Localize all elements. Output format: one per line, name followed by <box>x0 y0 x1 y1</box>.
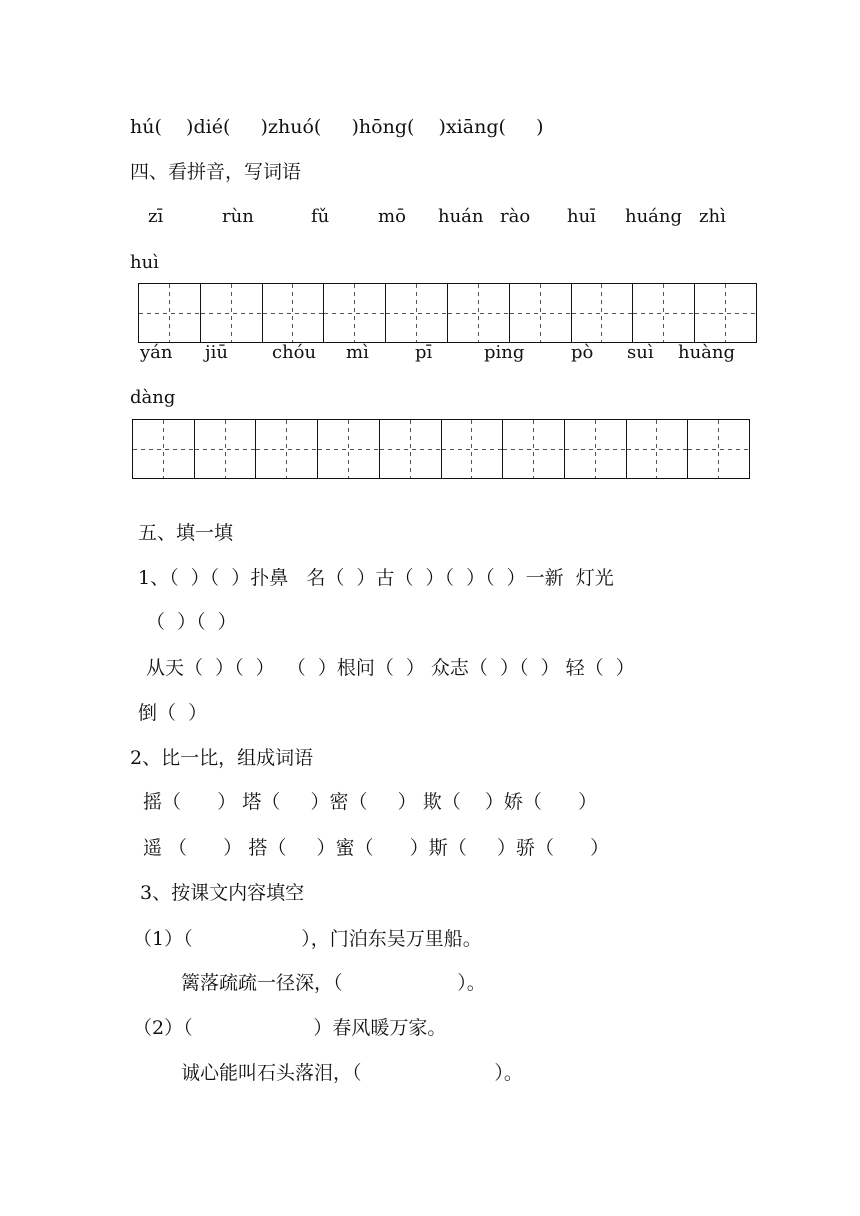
grid-cell[interactable] <box>263 284 325 342</box>
grid-cell[interactable] <box>324 284 386 342</box>
section5-title: 五、填一填 <box>138 522 234 544</box>
grid-cell[interactable] <box>572 284 634 342</box>
pinyin-row2-1: yán <box>140 342 173 363</box>
grid-cell[interactable] <box>201 284 263 342</box>
grid-cell[interactable] <box>380 420 442 478</box>
q1-line1: 1、（ ）（ ）扑鼻 名（ ）古（ ）（ ）（ ）一新 灯光 <box>138 567 614 589</box>
writing-grid-2[interactable] <box>132 419 750 479</box>
grid-cell[interactable] <box>256 420 318 478</box>
pinyin-row1-5: huán <box>438 206 484 227</box>
pinyin-row1-8: huáng <box>625 206 683 227</box>
pinyin-row2-3: chóu <box>272 342 317 363</box>
q3-poem-3: （2）（ ）春风暖万家。 <box>133 1017 447 1039</box>
grid-cell[interactable] <box>318 420 380 478</box>
pinyin-row1-3: fǔ <box>311 206 330 227</box>
q2-row1: 摇（ ） 塔（ ）密（ ） 欺（ ）娇（ ） <box>143 791 598 813</box>
section4-title: 四、看拼音，写词语 <box>130 161 302 183</box>
pinyin-row1-2: rùn <box>222 206 254 227</box>
pinyin-row2-5: pī <box>415 342 433 363</box>
pinyin-row2-4: mì <box>346 342 369 363</box>
pinyin-row2-6: ping <box>484 342 525 363</box>
grid-cell[interactable] <box>688 420 749 478</box>
pinyin-row1-7: huī <box>567 206 596 227</box>
writing-grid-1[interactable] <box>138 283 757 343</box>
q3-poem-1: （1）（ ），门泊东吴万里船。 <box>133 928 482 950</box>
pinyin-row1-9: zhì <box>699 206 726 227</box>
grid-cell[interactable] <box>448 284 510 342</box>
q1-line2: （ ）（ ） <box>146 611 237 633</box>
grid-cell[interactable] <box>139 284 201 342</box>
q1-line3: 从天（ ）（ ） （ ）根问（ ） 众志（ ）（ ） 轻（ ） <box>146 657 635 679</box>
grid-cell[interactable] <box>386 284 448 342</box>
pinyin-row2-2: jiū <box>205 342 228 363</box>
grid-cell[interactable] <box>565 420 627 478</box>
pinyin-row2-9: huàng <box>678 342 736 363</box>
pinyin-row1-1: zī <box>148 206 164 227</box>
pinyin-row2-8: suì <box>627 342 654 363</box>
grid-cell[interactable] <box>503 420 565 478</box>
grid-cell[interactable] <box>627 420 689 478</box>
q1-line4: 倒（ ） <box>138 702 208 724</box>
pinyin-row1-6: rào <box>500 206 531 227</box>
q3-title: 3、按课文内容填空 <box>140 882 305 904</box>
pinyin-row2-7: pò <box>571 342 594 363</box>
pinyin-blanks-line: hú( )dié( )zhuó( )hōng( )xiāng( ) <box>130 116 544 138</box>
pinyin-row1-4: mō <box>378 206 406 227</box>
grid-cell[interactable] <box>195 420 257 478</box>
grid-cell[interactable] <box>510 284 572 342</box>
grid-cell[interactable] <box>633 284 695 342</box>
q3-poem-4: 诚心能叫石头落泪，（ ）。 <box>181 1062 523 1084</box>
q2-row2: 遥 （ ） 搭（ ）蜜（ ）斯（ ）骄（ ） <box>143 837 610 859</box>
q3-poem-2: 篱落疏疏一径深，（ ）。 <box>181 972 486 994</box>
pinyin-row1-wrap: huì <box>130 252 159 273</box>
grid-cell[interactable] <box>133 420 195 478</box>
grid-cell[interactable] <box>442 420 504 478</box>
q2-title: 2、比一比，组成词语 <box>130 747 314 769</box>
grid-cell[interactable] <box>695 284 756 342</box>
pinyin-row2-wrap: dàng <box>130 387 176 408</box>
